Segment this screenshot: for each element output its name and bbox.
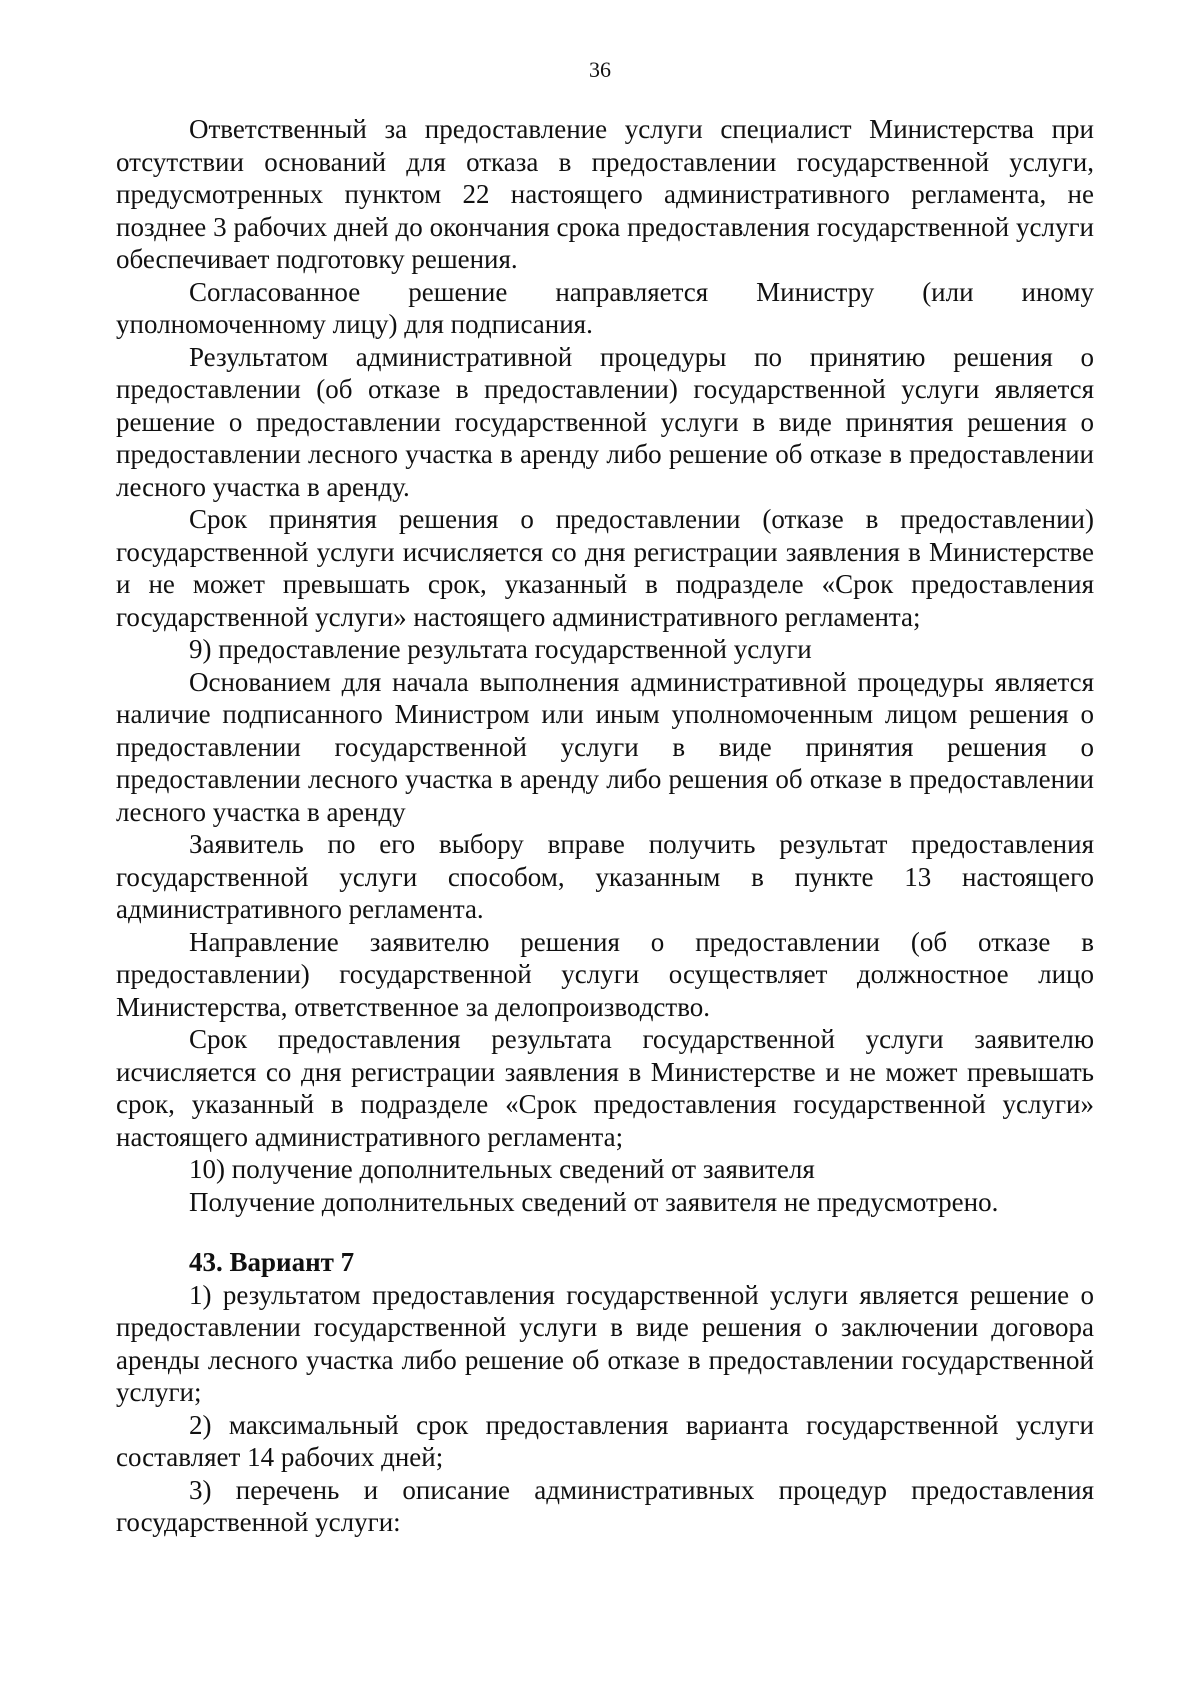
paragraph: Срок предоставления результата государственной услуги заявителю исчисляется со дня регистрации заявления в Министерстве и не может превышать срок, указанный в подразделе «Срок предоставления государственной услуги» настоящего административного регламента; <box>116 1024 1094 1152</box>
page-number: 36 <box>589 57 611 82</box>
paragraph: Направление заявителю решения о предоставлении (об отказе в предоставлении) государственной услуги осуществляет должностное лицо Министерства, ответственное за делопроизводство. <box>116 926 1094 1022</box>
paragraph: Срок принятия решения о предоставлении (отказе в предоставлении) государственной услуги исчисляется со дня регистрации заявления в Министерстве и не может превышать срок, указанный в подразделе «Срок предоставления государственной услуги» настоящего административного регламента; <box>116 504 1094 632</box>
paragraph: 1) результатом предоставления государственной услуги является решение о предоставлении государственной услуги в виде решения о заключении договора аренды лесного участка либо решение об отказе в предоставлении государственной услуги; <box>116 1279 1094 1407</box>
paragraph: 3) перечень и описание административных процедур предоставления государственной услуги: <box>116 1474 1094 1537</box>
paragraph: Основанием для начала выполнения административной процедуры является наличие подписанного Министром или иным уполномоченным лицом решения о предоставлении государственной услуги в виде принятия решения о предоставлении лесного участка в аренду либо решения об отказе в предоставлении лесного участка в аренду <box>116 666 1094 827</box>
paragraph: Согласованное решение направляется Министру (или иному уполномоченному лицу) для подписания. <box>116 276 1094 339</box>
paragraph: Результатом административной процедуры по принятию решения о предоставлении (об отказе в предоставлении) государственной услуги является решение о предоставлении государственной услуги в виде принятия решения о предоставлении лесного участка в аренду либо решение об отказе в предоставлении лесного участка в аренду. <box>116 341 1094 502</box>
paragraph: 2) максимальный срок предоставления варианта государственной услуги составляет 14 рабочих дней; <box>116 1409 1094 1472</box>
paragraph: Получение дополнительных сведений от заявителя не предусмотрено. <box>189 1186 999 1217</box>
paragraph: Ответственный за предоставление услуги специалист Министерства при отсутствии оснований для отказа в предоставлении государственной услуги, предусмотренных пунктом 22 настоящего административного регламента, не позднее 3 рабочих дней до окончания срока предоставления государственной услуги обеспечивает подготовку решения. <box>116 114 1094 274</box>
list-item-heading: 9) предоставление результата государственной услуги <box>189 634 812 664</box>
paragraph: Заявитель по его выбору вправе получить результат предоставления государственной услуги способом, указанным в пункте 13 настоящего административного регламента. <box>116 829 1094 924</box>
document-body <box>116 113 1094 1539</box>
section-heading: 43. Вариант 7 <box>189 1247 355 1277</box>
list-item-heading: 10) получение дополнительных сведений от заявителя <box>189 1154 815 1184</box>
